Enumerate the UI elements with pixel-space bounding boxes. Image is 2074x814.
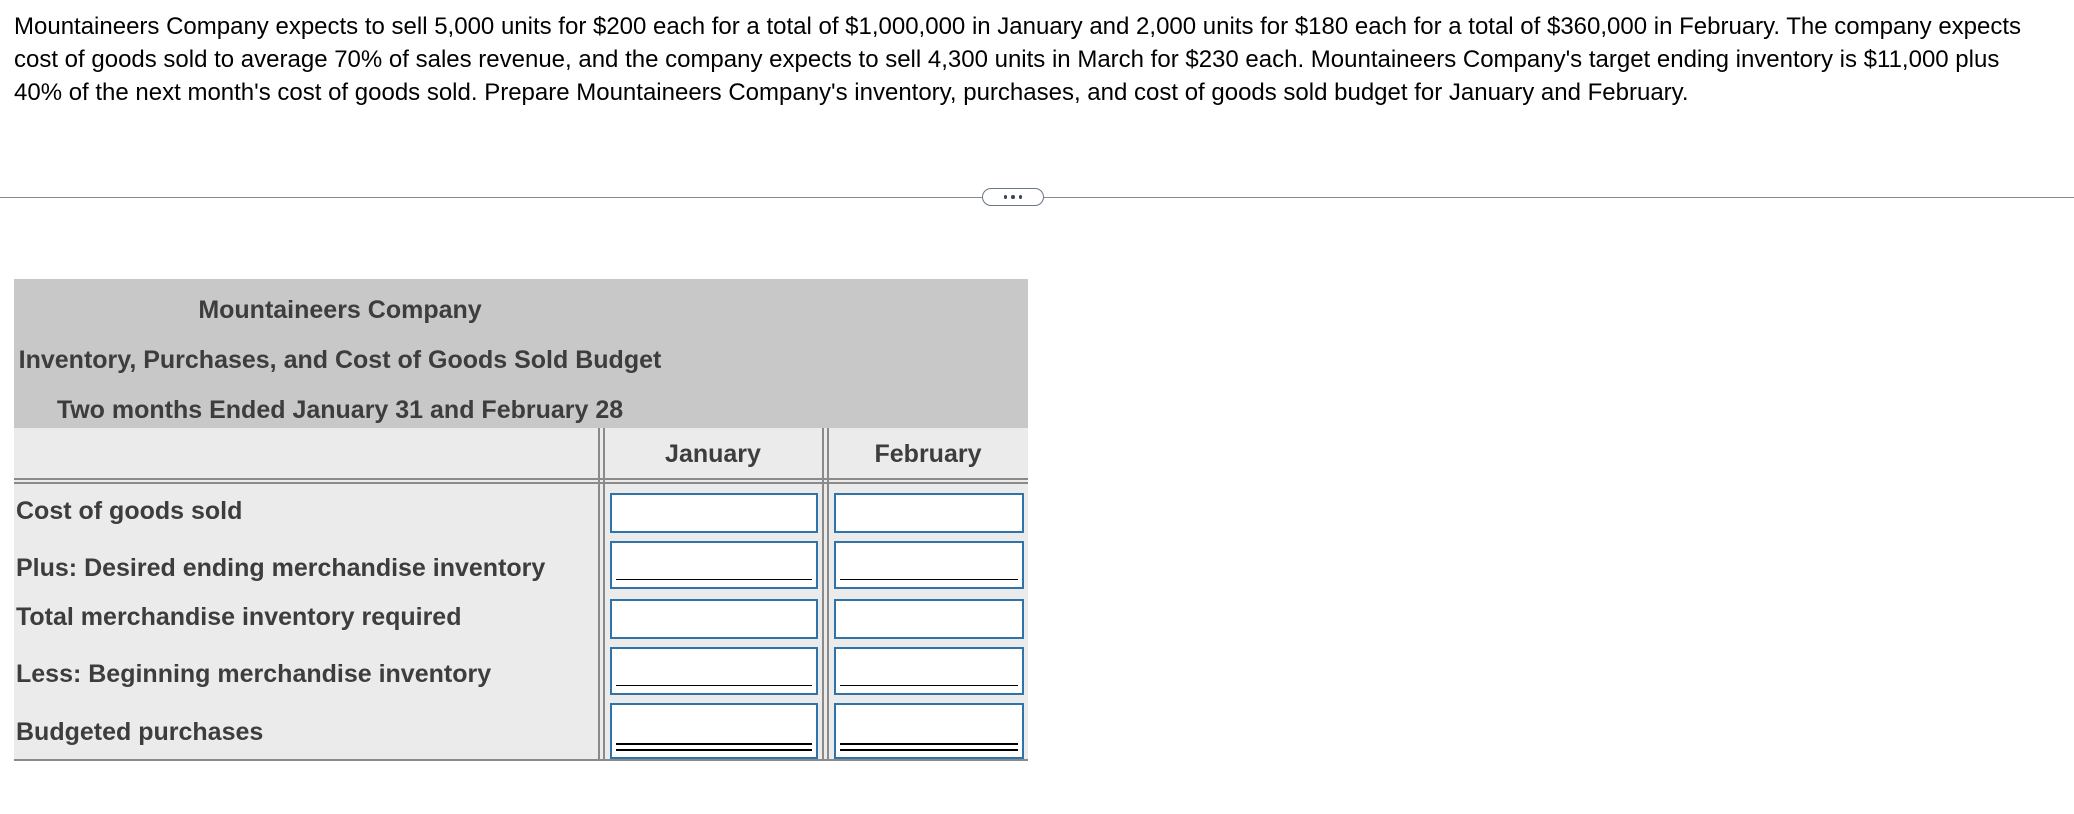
expand-more-button[interactable] (982, 188, 1044, 206)
row-label-budgeted-purchases: Budgeted purchases (16, 718, 264, 746)
column-separator-label (598, 428, 605, 761)
column-header-january: January (665, 440, 761, 468)
row-label-total-inventory-required: Total merchandise inventory required (16, 603, 462, 631)
january-beginning-inventory-input[interactable] (610, 647, 818, 695)
row-label-beginning-inventory: Less: Beginning merchandise inventory (16, 660, 492, 688)
february-desired-ending-inventory-input[interactable] (834, 541, 1024, 589)
february-beginning-inventory-input[interactable] (834, 647, 1024, 695)
column-header-row (14, 428, 1028, 484)
budget-title: Inventory, Purchases, and Cost of Goods Sold Budget (18, 346, 662, 374)
january-budgeted-purchases-input[interactable] (610, 703, 818, 759)
ellipsis-icon (1004, 195, 1023, 199)
january-cost-of-goods-sold-input[interactable] (610, 493, 818, 533)
budget-table (14, 279, 1028, 746)
row-label-desired-ending-inventory: Plus: Desired ending merchandise inventory (16, 554, 546, 582)
column-separator-january (822, 428, 829, 761)
february-cost-of-goods-sold-input[interactable] (834, 493, 1024, 533)
column-header-february: February (874, 440, 982, 468)
february-total-inventory-required-input[interactable] (834, 599, 1024, 639)
row-label-cost-of-goods-sold: Cost of goods sold (16, 497, 243, 525)
january-total-inventory-required-input[interactable] (610, 599, 818, 639)
january-desired-ending-inventory-input[interactable] (610, 541, 818, 589)
february-budgeted-purchases-input[interactable] (834, 703, 1024, 759)
problem-statement: Mountaineers Company expects to sell 5,000 units for $200 each for a total of $1,000,000 in January and 2,000 units for $180 each for a total of $360,000 in February. The company expects cost of goods sold to average 70% of sales revenue, and the company expects to sell 4,300 units in March for $230 each. Mountaineers Company's target ending inventory is $11,000 plus 40% of the next month's cost of goods sold. Prepare Mountaineers Company's inventory, purchases, and cost of goods sold budget for January and February. (14, 13, 2022, 106)
table-bottom-border (14, 759, 1028, 761)
budget-period: Two months Ended January 31 and February 28 (56, 396, 624, 424)
company-name: Mountaineers Company (198, 296, 482, 324)
budget-header (14, 279, 1028, 428)
